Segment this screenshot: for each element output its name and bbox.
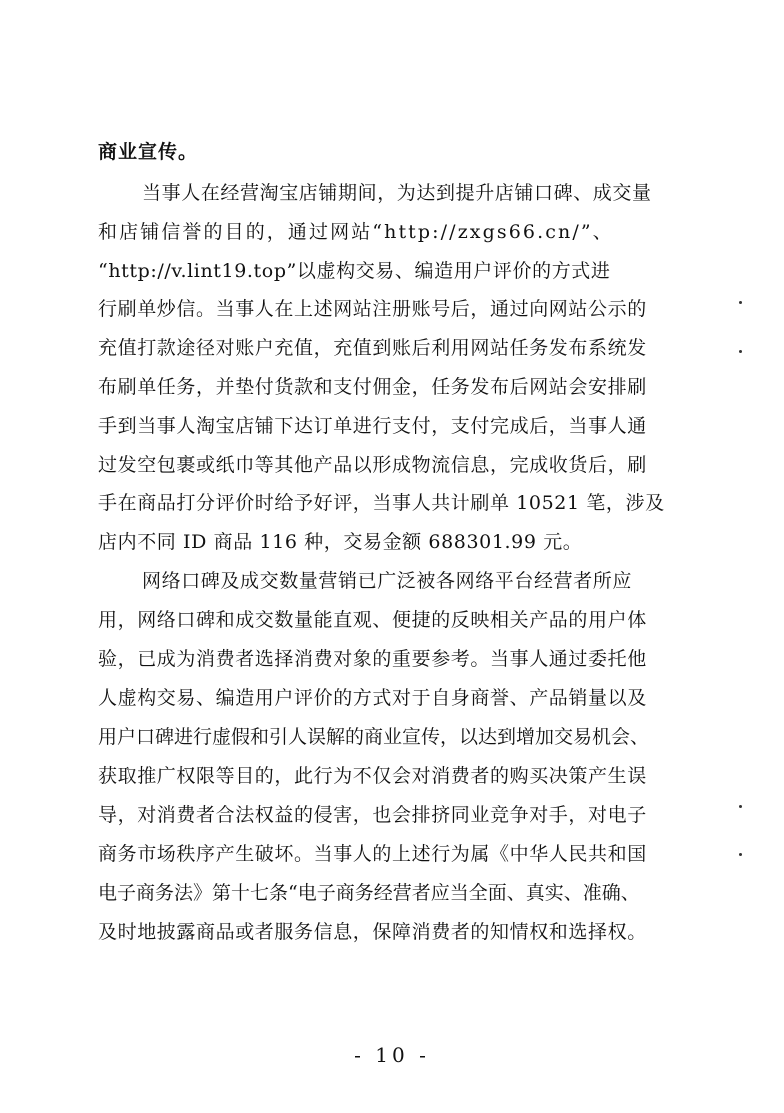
paragraph-1-line: 和店铺信誉的目的，通过网站“http://zxgs66.cn/”、: [98, 221, 614, 243]
paragraph-1-line: 当事人在经营淘宝店铺期间，为达到提升店铺口碑、成交量: [142, 182, 652, 204]
paragraph-2-line: 用户口碑进行虚假和引人误解的商业宣传，以达到增加交易机会、: [98, 726, 650, 748]
paragraph-2-line: 网络口碑及成交数量营销已广泛被各网络平台经营者所应: [142, 570, 633, 592]
page-number: - 10 -: [354, 1043, 430, 1067]
paragraph-1-line: 充值打款途径对账户充值，充值到账后利用网站任务发布系统发: [98, 337, 647, 359]
paragraph-1-line: 过发空包裹或纸巾等其他产品以形成物流信息，完成收货后，刷: [98, 454, 647, 476]
scan-speck: [739, 853, 742, 856]
paragraph-2-line: 用，网络口碑和成交数量能直观、便捷的反映相关产品的用户体: [98, 609, 647, 631]
paragraph-1-line: 行刷单炒信。当事人在上述网站注册账号后，通过向网站公示的: [98, 298, 647, 320]
paragraph-2-line: 商务市场秩序产生破坏。当事人的上述行为属《中华人民共和国: [98, 843, 647, 865]
paragraph-2-line: 验，已成为消费者选择消费对象的重要参考。当事人通过委托他: [98, 648, 647, 670]
paragraph-1-line: 手在商品打分评价时给予好评，当事人共计刷单 10521 笔，涉及: [98, 492, 665, 514]
paragraph-2-line: 导，对消费者合法权益的侵害，也会排挤同业竞争对手，对电子: [98, 804, 647, 826]
paragraph-2-line: 及时地披露商品或者服务信息，保障消费者的知情权和选择权。: [98, 921, 647, 943]
paragraph-1-line: 店内不同 ID 商品 116 种，交易金额 688301.99 元。: [98, 531, 583, 553]
paragraph-1-line: 手到当事人淘宝店铺下达订单进行支付，支付完成后，当事人通: [98, 415, 647, 437]
scan-speck: [739, 805, 742, 808]
paragraph-2-line: 电子商务法》第十七条“电子商务经营者应当全面、真实、准确、: [98, 882, 640, 904]
paragraph-1-line: “http://v.lint19.top”以虚构交易、编造用户评价的方式进: [98, 260, 611, 282]
paragraph-2-line: 获取推广权限等目的，此行为不仅会对消费者的购买决策产生误: [98, 765, 647, 787]
scan-speck: [739, 301, 742, 304]
scan-speck: [739, 350, 742, 353]
heading-fragment: 商业宣传。: [98, 141, 199, 163]
paragraph-2-line: 人虚构交易、编造用户评价的方式对于自身商誉、产品销量以及: [98, 687, 647, 709]
paragraph-1-line: 布刷单任务，并垫付货款和支付佣金，任务发布后网站会安排刷: [98, 376, 647, 398]
